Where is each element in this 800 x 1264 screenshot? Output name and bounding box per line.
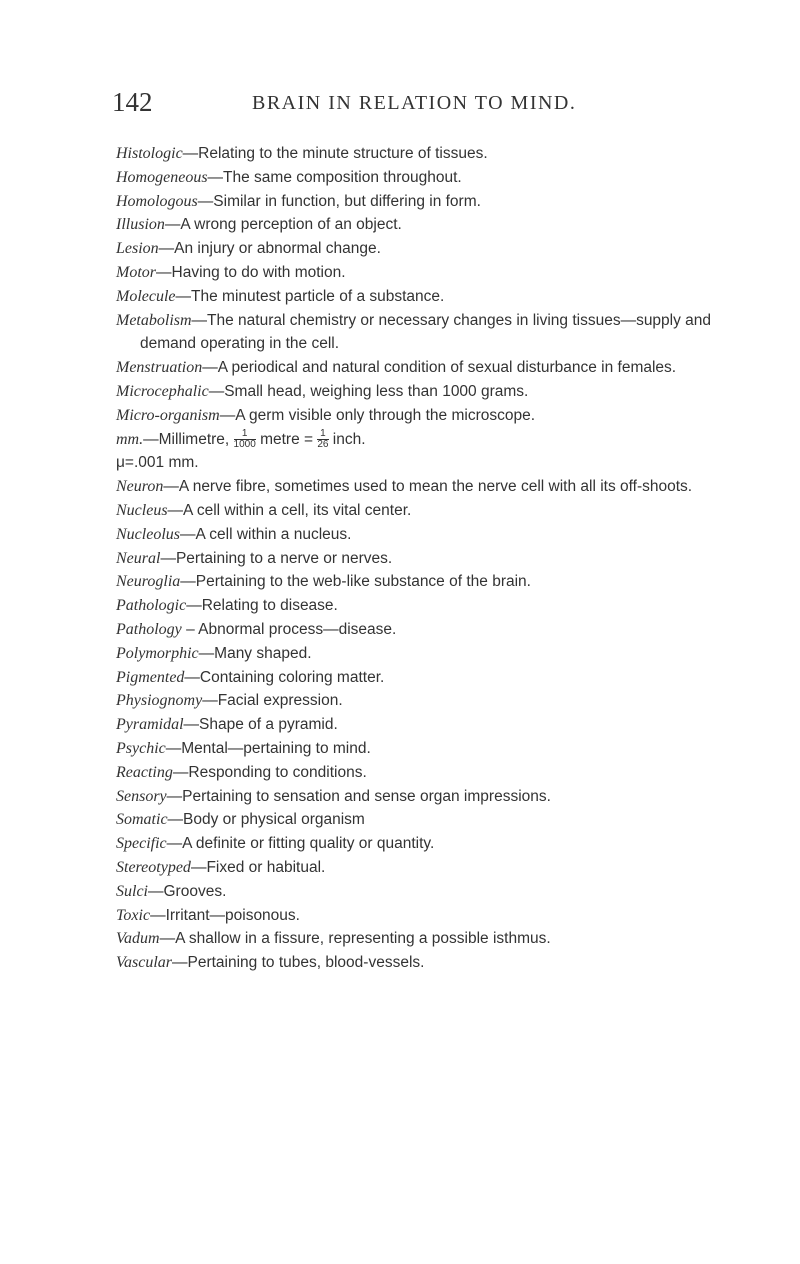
entry-term: Menstruation <box>116 359 203 377</box>
entry-definition: A shallow in a fissure, representing a possible isthmus. <box>175 930 551 948</box>
entry-separator: — <box>191 311 208 329</box>
entry-definition: A germ visible only through the microscope. <box>235 406 536 424</box>
glossary-entry <box>116 666 756 690</box>
entry-separator: — <box>207 168 224 186</box>
entry-definition: A definite or fitting quality or quantity. <box>182 835 435 853</box>
entry-separator: — <box>180 573 196 591</box>
entry-definition: Containing coloring matter. <box>199 668 385 686</box>
entry-separator: — <box>219 406 236 424</box>
glossary-entry <box>116 737 756 761</box>
entry-definition: Pertaining to tubes, blood-vessels. <box>187 954 425 972</box>
entry-plain-text: μ=.001 mm. <box>116 454 199 472</box>
entry-definition: Pertaining to sensation and sense organ impressions. <box>182 787 551 805</box>
entry-definition: Many shaped. <box>214 644 312 662</box>
glossary-entry <box>116 190 756 214</box>
entry-definition: The natural chemistry or necessary changes in living tissues—supply and demand operating in the cell. <box>140 311 712 353</box>
fraction-one-thousandth <box>234 429 256 450</box>
glossary-entry <box>116 261 756 285</box>
entry-definition: Having to do with motion. <box>171 263 346 281</box>
entry-separator: — <box>197 192 214 210</box>
entry-separator: — <box>198 644 215 662</box>
running-title: BRAIN IN RELATION TO MIND. <box>252 92 577 114</box>
page-header <box>112 87 712 119</box>
glossary-entry <box>116 832 756 856</box>
entry-term: Pyramidal <box>116 716 184 734</box>
entry-separator: — <box>190 858 207 876</box>
entry-definition-part: metre = <box>255 430 318 448</box>
glossary-entry <box>116 380 756 404</box>
entry-definition: Abnormal process—disease. <box>198 620 397 638</box>
entry-separator: — <box>159 930 176 948</box>
entry-separator: — <box>202 692 218 710</box>
glossary-entry <box>116 618 756 642</box>
glossary-entry <box>116 499 756 523</box>
entry-separator: — <box>172 954 188 972</box>
entry-separator: — <box>148 882 164 900</box>
entry-definition: An injury or abnormal change. <box>174 240 381 258</box>
glossary-entry <box>116 166 756 190</box>
glossary-entry <box>116 880 756 904</box>
glossary-entry <box>116 451 756 475</box>
glossary-entry <box>116 713 756 737</box>
entry-term: Specific <box>116 835 167 853</box>
glossary-entry <box>116 237 756 261</box>
entry-separator: — <box>202 359 218 377</box>
entry-term: Homogeneous <box>116 168 208 186</box>
entry-definition: Pertaining to a nerve or nerves. <box>175 549 393 567</box>
entry-term: Psychic <box>116 739 166 757</box>
entry-definition: Relating to disease. <box>201 597 338 615</box>
entry-separator: — <box>166 787 183 805</box>
entry-definition-part: inch. <box>328 430 366 448</box>
entry-term: Stereotyped <box>116 858 191 876</box>
entry-definition: The minutest particle of a substance. <box>191 287 445 305</box>
entry-term: Pathologic <box>116 597 187 615</box>
entry-definition: Shape of a pyramid. <box>199 716 338 734</box>
entry-definition: Facial expression. <box>217 692 343 710</box>
glossary-entry <box>116 951 756 975</box>
entry-term: mm. <box>116 430 144 448</box>
entry-separator: — <box>160 549 176 567</box>
entry-term: Somatic <box>116 811 168 829</box>
entry-term: Homologous <box>116 192 198 210</box>
glossary-entry <box>116 213 756 237</box>
entry-separator: — <box>186 597 202 615</box>
entry-definition-part: Millimetre, <box>158 430 234 448</box>
fraction-numerator: 1 <box>241 427 248 439</box>
glossary-entry <box>116 285 756 309</box>
page-number: 142 <box>112 87 153 117</box>
glossary-entry <box>116 785 756 809</box>
glossary-entry <box>116 547 756 571</box>
fraction-denominator: 1000 <box>233 438 256 450</box>
entry-term: Molecule <box>116 287 176 305</box>
entry-definition: The same composition throughout. <box>223 168 462 186</box>
glossary-entry <box>116 428 756 452</box>
entry-term: Lesion <box>116 240 159 258</box>
glossary-entry <box>116 475 756 499</box>
entry-term: Microcephalic <box>116 382 209 400</box>
entry-term: Nucleus <box>116 501 168 519</box>
entry-definition: A cell within a nucleus. <box>195 525 352 543</box>
entry-term: Vadum <box>116 930 160 948</box>
entry-definition: Responding to conditions. <box>188 763 367 781</box>
entry-term: Toxic <box>116 906 151 924</box>
entry-term: Physiognomy <box>116 692 203 710</box>
entry-term: Pigmented <box>116 668 185 686</box>
entry-term: Neural <box>116 549 161 567</box>
glossary-entry <box>116 404 756 428</box>
glossary-entry <box>116 523 756 547</box>
entry-separator: — <box>150 906 166 924</box>
glossary-entry <box>116 689 756 713</box>
entry-definition: Similar in function, but differing in form. <box>213 192 481 210</box>
entry-definition: Fixed or habitual. <box>206 858 326 876</box>
entry-definition: Irritant—poisonous. <box>165 906 300 924</box>
entry-separator: — <box>208 382 225 400</box>
glossary-entry <box>116 642 756 666</box>
entry-separator: — <box>167 501 184 519</box>
glossary-entry <box>116 856 756 880</box>
entry-separator: — <box>166 835 183 853</box>
entry-term: Metabolism <box>116 311 192 329</box>
entry-term: Sulci <box>116 882 148 900</box>
glossary-entry <box>116 309 756 357</box>
glossary-entry <box>116 904 756 928</box>
entry-definition: A nerve fibre, sometimes used to mean the nerve cell with all its off-shoots. <box>178 478 693 496</box>
entry-separator: — <box>180 525 196 543</box>
entry-definition: Grooves. <box>163 882 227 900</box>
fraction-one-twenty-sixth <box>317 429 328 450</box>
glossary-entry <box>116 808 756 832</box>
entry-term: Neuroglia <box>116 573 181 591</box>
entry-definition: A wrong perception of an object. <box>180 216 402 234</box>
entry-separator: — <box>158 240 175 258</box>
entry-term: Illusion <box>116 216 165 234</box>
entry-separator: — <box>165 739 182 757</box>
entry-term: Neuron <box>116 478 164 496</box>
entry-separator: — <box>164 216 181 234</box>
entry-separator: — <box>175 287 192 305</box>
entry-separator: — <box>163 478 179 496</box>
entry-separator: — <box>184 668 200 686</box>
entry-definition: Small head, weighing less than 1000 grams. <box>224 382 529 400</box>
glossary-entry <box>116 570 756 594</box>
entry-definition: A periodical and natural condition of sexual disturbance in females. <box>217 359 677 377</box>
entry-separator: — <box>172 763 189 781</box>
glossary-entry <box>116 927 756 951</box>
glossary-list <box>116 142 756 975</box>
glossary-entry <box>116 142 756 166</box>
glossary-entry <box>116 594 756 618</box>
entry-term: Nucleolus <box>116 525 180 543</box>
entry-separator: — <box>183 716 200 734</box>
glossary-entry <box>116 356 756 380</box>
entry-term: Micro-organism <box>116 406 220 424</box>
entry-term: Sensory <box>116 787 167 805</box>
fraction-numerator: 1 <box>320 427 326 439</box>
fraction-denominator: 26 <box>317 438 329 450</box>
entry-term: Reacting <box>116 763 173 781</box>
entry-term: Motor <box>116 263 156 281</box>
entry-separator: — <box>156 263 172 281</box>
entry-definition: Relating to the minute structure of tissues. <box>198 145 488 162</box>
glossary-entry <box>116 761 756 785</box>
entry-definition: Body or physical organism <box>183 811 365 829</box>
entry-definition: Mental—pertaining to mind. <box>181 739 371 757</box>
entry-term: Pathology <box>116 620 182 638</box>
entry-definition: A cell within a cell, its vital center. <box>183 501 412 519</box>
entry-definition: Pertaining to the web-like substance of the brain. <box>195 573 531 591</box>
entry-term: Polymorphic <box>116 644 199 662</box>
entry-term: Histologic <box>116 145 183 162</box>
entry-term: Vascular <box>116 954 172 972</box>
entry-separator: — <box>182 145 199 162</box>
entry-separator: – <box>181 620 199 638</box>
entry-separator: — <box>143 430 159 448</box>
entry-separator: — <box>167 811 184 829</box>
